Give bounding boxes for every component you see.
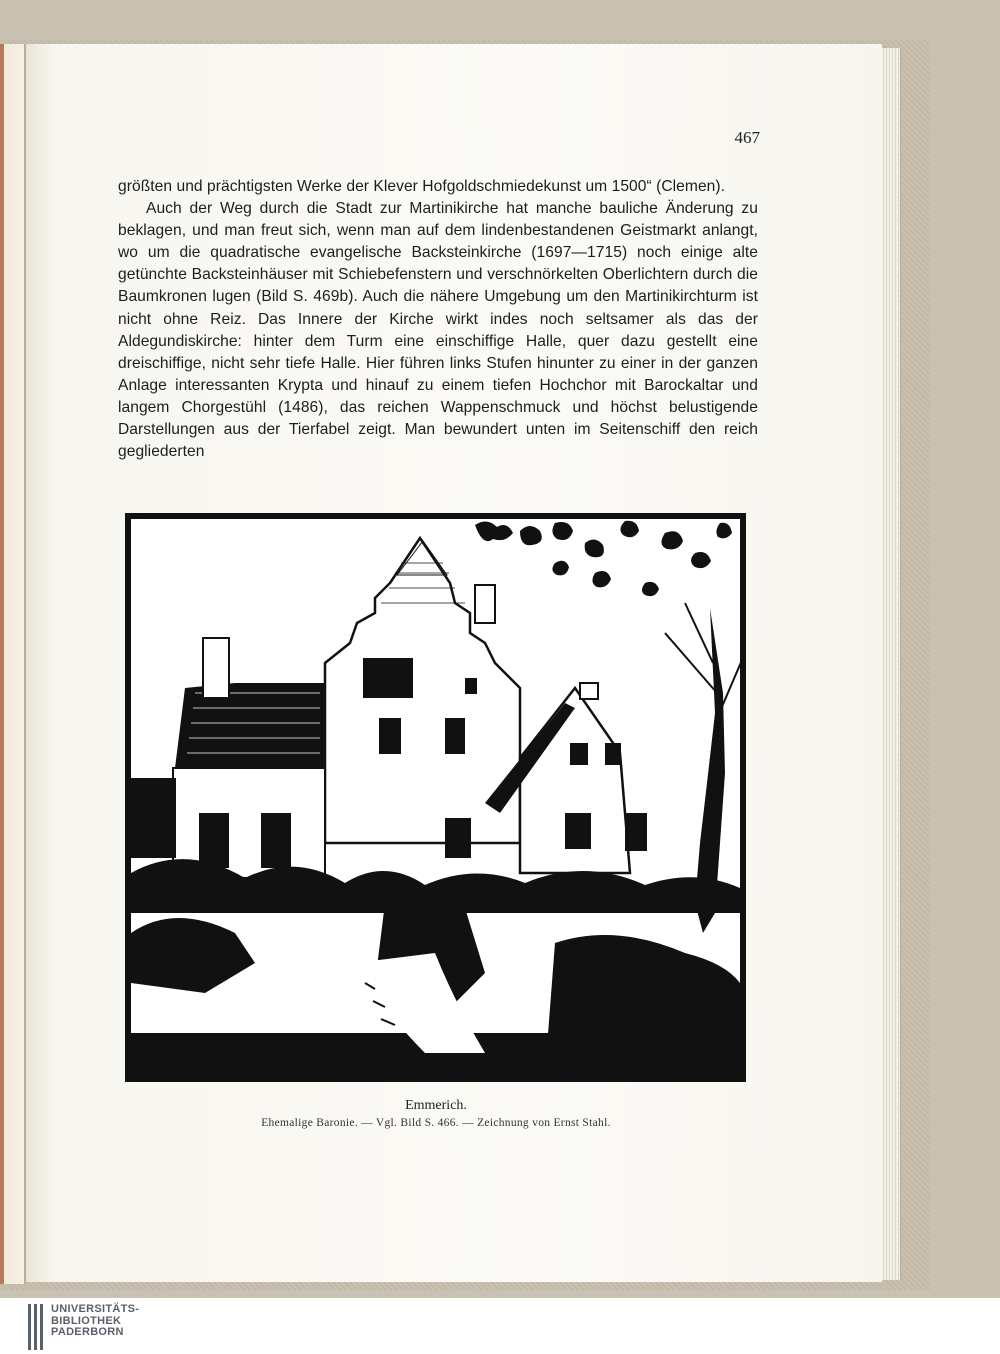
logo-line-2: BIBLIOTHEK: [51, 1314, 122, 1327]
caption-title: Emmerich.: [405, 1098, 467, 1113]
illustration-emmerich-baronie: [125, 513, 746, 1082]
caption-subtitle: Ehemalige Baronie. — Vgl. Bild S. 466. — Zeichnung von Ernst Stahl.: [261, 1117, 611, 1129]
garden: [131, 859, 740, 1076]
page-number: 467: [734, 128, 760, 147]
ink-drawing: [125, 513, 746, 1082]
library-logo-icon: [28, 1304, 46, 1350]
body-text: [118, 176, 758, 463]
footer-bar: [0, 1298, 1000, 1354]
left-binding-edge: [0, 44, 4, 1284]
paragraph-2: Auch der Weg durch die Stadt zur Martinikirche hat manche bauliche Änderung zu beklagen, und man freut sich, wenn man auf dem lindenbestandenen Geistmarkt anlangt, wo um die quadratische evangelische Backsteinkirche (1697—1715) noch einige alte getünchte Backsteinhäuser mit Schiebefenstern und verschnörkelten Oberlichtern durch die Baumkronen lugen (Bild S. 469b). Auch die nähere Umgebung um den Martinikirchturm ist nicht ohne Reiz. Das Innere der Kirche wirkt indes noch seltsamer als das der Aldegundiskirche: hinter dem Turm eine einschiffige Halle, quer dazu gestellt eine dreischiffige, nicht sehr tiefe Halle. Hier führen links Stufen hinunter zu einer in der ganzen Anlage interessanten Krypta und hinauf zu einem tiefen Hochchor mit Barockaltar und langem Chorgestühl (1486), das reichen Wappenschmuck und höchst belustigende Darstellungen aus der Tierfabel zeigt. Man bewundert unten im Seitenschiff den reich gegliederten: [118, 200, 758, 461]
library-logo-text: [51, 1304, 139, 1339]
logo-line-1: UNIVERSITÄTS-: [51, 1303, 140, 1315]
logo-line-3: PADERBORN: [51, 1326, 124, 1338]
paragraph-1: größten und prächtigsten Werke der Klever Hofgoldschmiedekunst um 1500“ (Clemen).: [118, 178, 726, 195]
artist-signature: Ernst Stahl 1910: [255, 1020, 363, 1037]
